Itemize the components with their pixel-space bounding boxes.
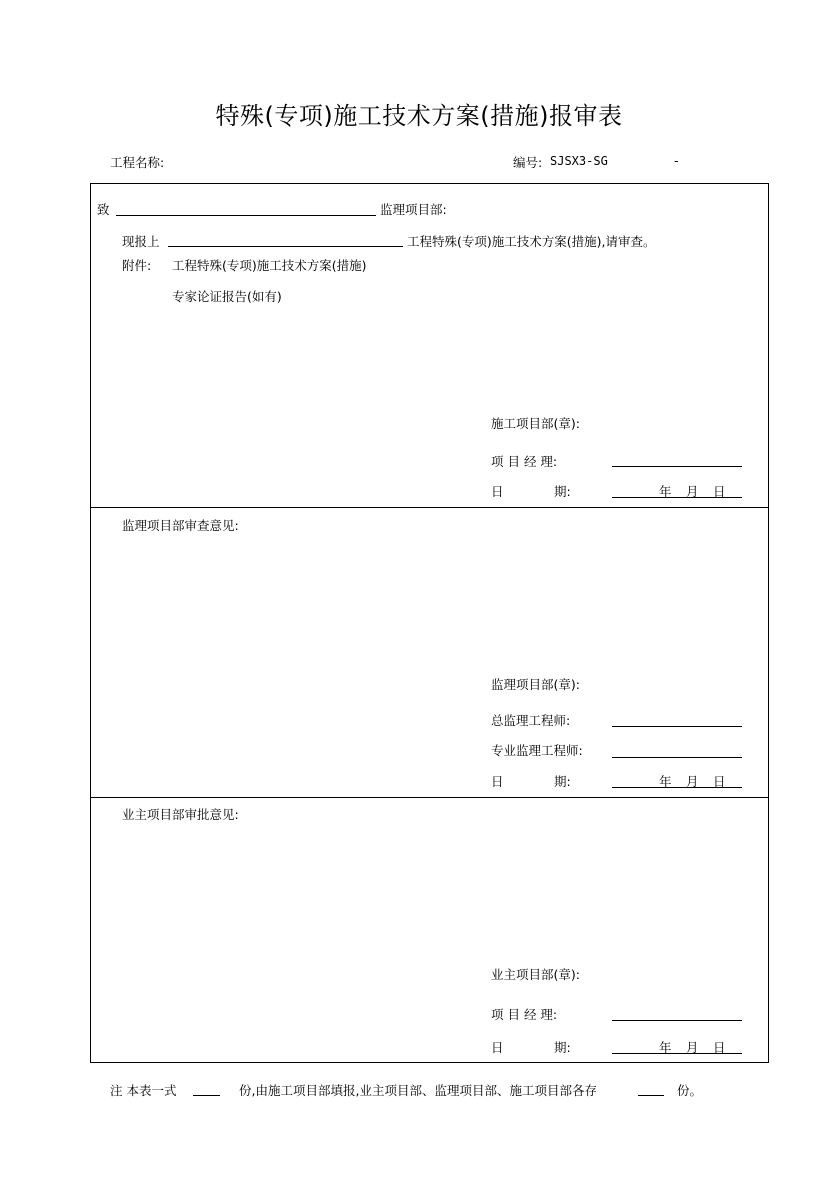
section-divider-2 — [90, 797, 769, 798]
date-month: 月 — [686, 484, 699, 499]
date-day: 日 — [713, 1040, 726, 1055]
date-month: 月 — [686, 1040, 699, 1055]
report-prefix: 现报上 — [122, 234, 160, 249]
number-label: 编号: — [513, 155, 543, 170]
date-year: 年 — [659, 484, 672, 499]
owner-heading: 业主项目部审批意见: — [122, 807, 239, 822]
construction-seal-label: 施工项目部(章): — [491, 416, 580, 431]
supervision-dept-label: 监理项目部: — [380, 202, 447, 217]
page-title: 特殊(专项)施工技术方案(措施)报审表 — [215, 102, 623, 130]
date-label-1: 日 — [491, 774, 504, 789]
report-suffix: 工程特殊(专项)施工技术方案(措施),请审查。 — [407, 234, 656, 249]
chief-engineer-label: 总监理工程师: — [491, 713, 571, 728]
to-label: 致 — [97, 202, 110, 217]
date-label-2: 期: — [554, 1040, 571, 1055]
addressee-blank[interactable] — [116, 215, 376, 216]
project-manager-signature-line[interactable] — [612, 466, 742, 467]
form-table — [90, 183, 769, 1063]
date-line[interactable] — [612, 787, 742, 788]
section-divider-1 — [90, 507, 769, 508]
note-middle: 份,由施工项目部填报,业主项目部、监理项目部、施工项目部各存 — [239, 1083, 597, 1098]
date-label-2: 期: — [554, 484, 571, 499]
owner-manager-label: 项 目 经 理: — [491, 1007, 558, 1022]
project-name-blank[interactable] — [168, 246, 403, 247]
number-suffix: - — [674, 153, 679, 168]
date-label-1: 日 — [491, 1040, 504, 1055]
note-prefix: 注 本表一式 — [110, 1083, 177, 1098]
specialist-engineer-label: 专业监理工程师: — [491, 743, 583, 758]
supervision-seal-label: 监理项目部(章): — [491, 677, 580, 692]
copies-blank[interactable] — [193, 1095, 220, 1096]
specialist-engineer-signature-line[interactable] — [612, 757, 742, 758]
number-value: SJSX3-SG — [550, 154, 608, 168]
date-label-2: 期: — [554, 774, 571, 789]
date-year: 年 — [659, 774, 672, 789]
supervision-heading: 监理项目部审查意见: — [122, 518, 239, 533]
owner-manager-signature-line[interactable] — [612, 1020, 742, 1021]
date-day: 日 — [713, 484, 726, 499]
attachment-2: 专家论证报告(如有) — [172, 289, 282, 304]
copies-each-blank[interactable] — [638, 1095, 664, 1096]
chief-engineer-signature-line[interactable] — [612, 726, 742, 727]
date-month: 月 — [686, 774, 699, 789]
project-manager-label: 项 目 经 理: — [491, 454, 558, 469]
date-line[interactable] — [612, 497, 742, 498]
date-line[interactable] — [612, 1053, 742, 1054]
note-suffix: 份。 — [677, 1083, 703, 1098]
owner-seal-label: 业主项目部(章): — [491, 967, 580, 982]
date-label-1: 日 — [491, 484, 504, 499]
date-day: 日 — [713, 774, 726, 789]
attachment-label: 附件: — [122, 258, 152, 273]
project-name-label: 工程名称: — [110, 155, 165, 170]
date-year: 年 — [659, 1040, 672, 1055]
attachment-1: 工程特殊(专项)施工技术方案(措施) — [172, 258, 367, 273]
